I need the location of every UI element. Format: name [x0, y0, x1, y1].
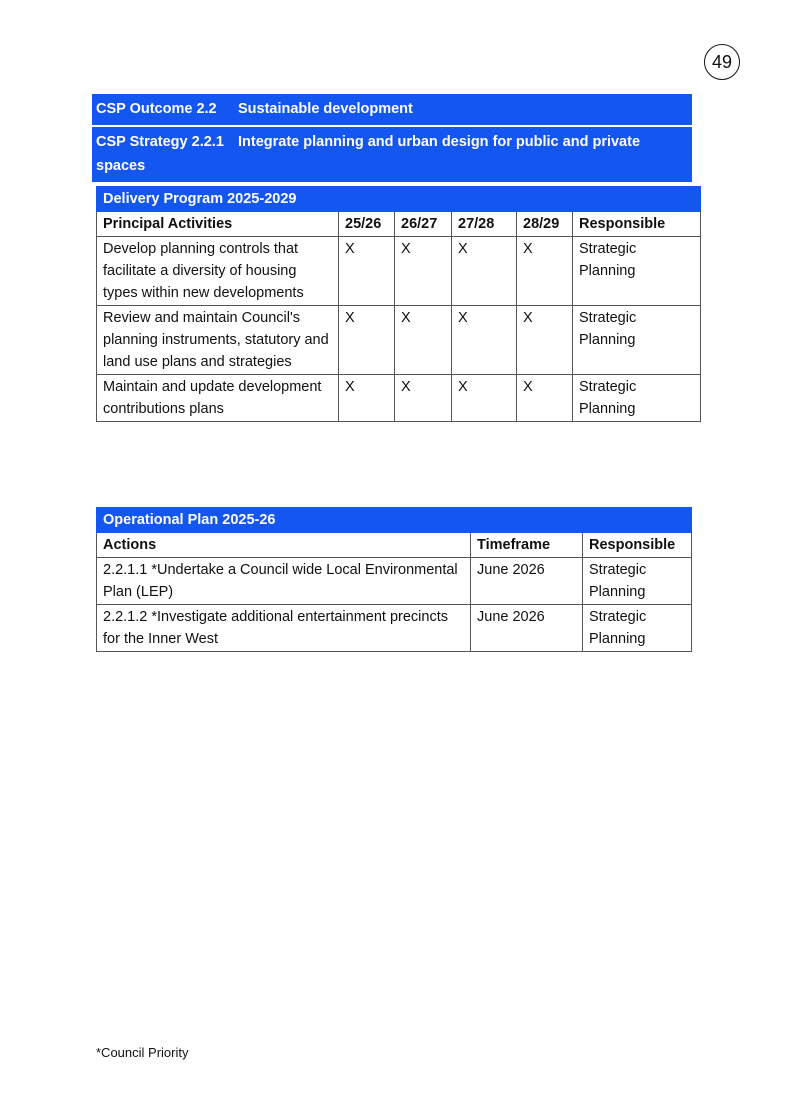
column-header: 28/29 [517, 212, 573, 237]
responsible-cell: Strategic Planning [583, 558, 692, 605]
year-mark-cell: X [452, 306, 517, 375]
year-mark-cell: X [517, 375, 573, 422]
csp-outcome-value: Sustainable development [238, 101, 413, 117]
column-header: Timeframe [471, 533, 583, 558]
year-mark-cell: X [395, 375, 452, 422]
year-mark-cell: X [452, 237, 517, 306]
year-mark-cell: X [339, 237, 395, 306]
year-mark-cell: X [452, 375, 517, 422]
activity-cell: Review and maintain Council's planning instruments, statutory and land use plans and strategies [97, 306, 339, 375]
action-cell: 2.2.1.2 *Investigate additional entertainment precincts for the Inner West [97, 605, 471, 652]
year-mark-cell: X [517, 237, 573, 306]
table-row [97, 375, 701, 422]
page-number: 49 [704, 44, 740, 80]
action-cell: 2.2.1.1 *Undertake a Council wide Local Environmental Plan (LEP) [97, 558, 471, 605]
delivery-program-table [96, 186, 701, 422]
timeframe-cell: June 2026 [471, 605, 583, 652]
responsible-cell: Strategic Planning [583, 605, 692, 652]
csp-strategy-value: Integrate planning and urban design for public and private spaces [96, 134, 641, 174]
year-mark-cell: X [339, 375, 395, 422]
column-header: Actions [97, 533, 471, 558]
column-header: 26/27 [395, 212, 452, 237]
column-header: Principal Activities [97, 212, 339, 237]
activity-cell: Maintain and update development contributions plans [97, 375, 339, 422]
csp-strategy-key: CSP Strategy 2.2.1 [96, 134, 224, 150]
activity-cell: Develop planning controls that facilitate a diversity of housing types within new developments [97, 237, 339, 306]
year-mark-cell: X [339, 306, 395, 375]
csp-outcome-key: CSP Outcome 2.2 [96, 101, 217, 117]
csp-outcome-row [92, 94, 692, 125]
csp-header-block [92, 94, 692, 182]
table-row [97, 605, 692, 652]
timeframe-cell: June 2026 [471, 558, 583, 605]
year-mark-cell: X [395, 237, 452, 306]
responsible-cell: Strategic Planning [573, 237, 701, 306]
table-row [97, 558, 692, 605]
year-mark-cell: X [517, 306, 573, 375]
operational-plan-title: Operational Plan 2025-26 [97, 508, 692, 533]
column-header: Responsible [573, 212, 701, 237]
operational-plan-table [96, 507, 692, 652]
column-header: Responsible [583, 533, 692, 558]
table-row [97, 306, 701, 375]
responsible-cell: Strategic Planning [573, 375, 701, 422]
column-header: 27/28 [452, 212, 517, 237]
csp-strategy-row [92, 125, 692, 182]
table-row [97, 237, 701, 306]
year-mark-cell: X [395, 306, 452, 375]
delivery-program-title: Delivery Program 2025-2029 [97, 187, 701, 212]
column-header: 25/26 [339, 212, 395, 237]
responsible-cell: Strategic Planning [573, 306, 701, 375]
footnote: *Council Priority [96, 1045, 189, 1060]
